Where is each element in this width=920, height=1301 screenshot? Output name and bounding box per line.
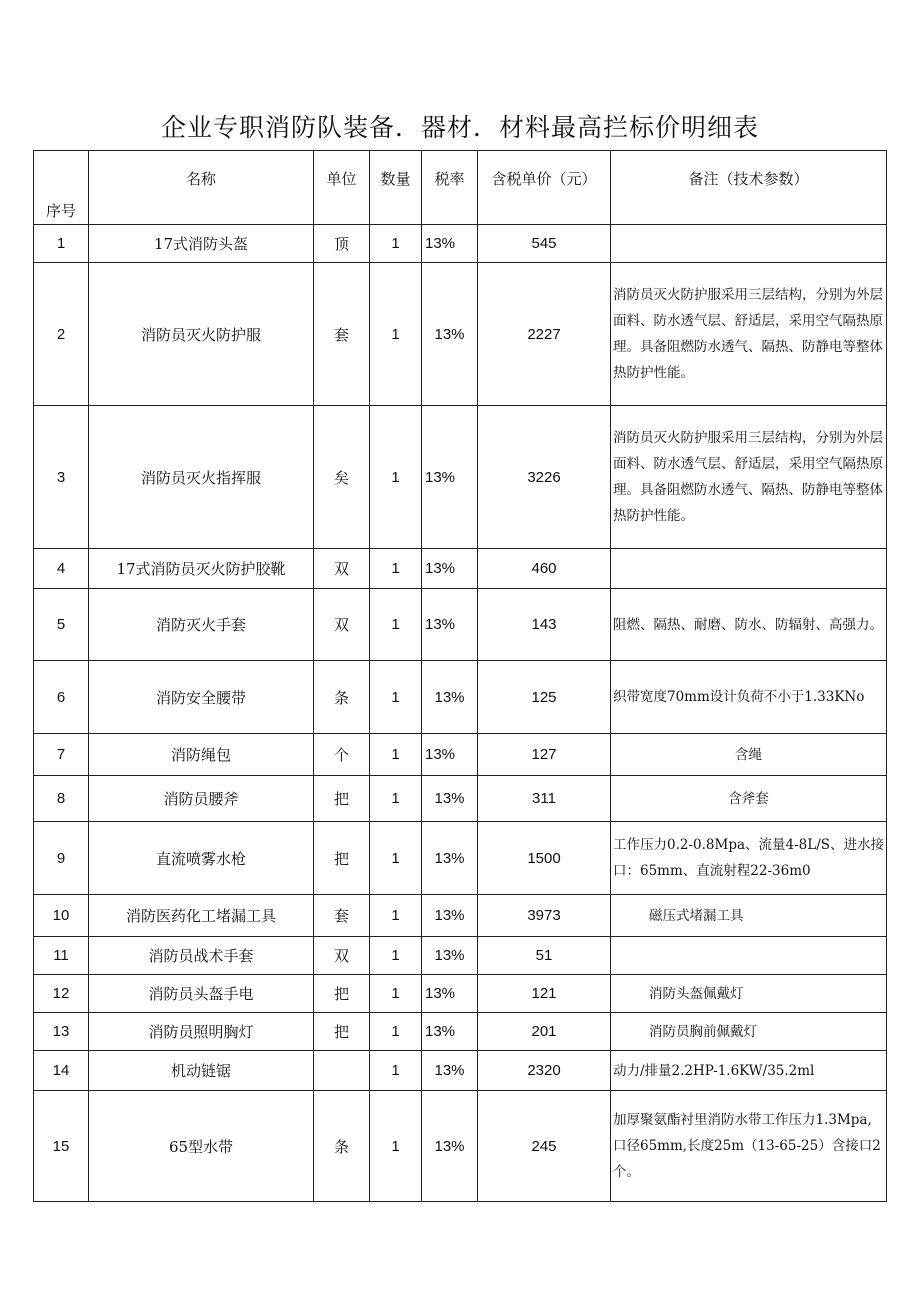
cell-name: 消防绳包 bbox=[89, 734, 314, 776]
cell-note: 消防头盔佩戴灯 bbox=[611, 975, 887, 1013]
cell-note: 工作压力0.2-0.8Mpa、流量4-8L/S、进水接口：65mm、直流射程22-36m0 bbox=[611, 822, 887, 895]
cell-tax: 13% bbox=[422, 549, 478, 589]
cell-tax: 13% bbox=[422, 895, 478, 937]
table-row bbox=[34, 975, 887, 1013]
cell-qty: 1 bbox=[370, 1091, 422, 1202]
cell-note bbox=[611, 937, 887, 975]
table-row bbox=[34, 822, 887, 895]
table-row bbox=[34, 1013, 887, 1051]
cell-name: 消防员灭火指挥服 bbox=[89, 406, 314, 549]
cell-tax: 13% bbox=[422, 225, 478, 263]
cell-tax: 13% bbox=[422, 661, 478, 734]
cell-tax: 13% bbox=[422, 1091, 478, 1202]
cell-tax: 13% bbox=[422, 975, 478, 1013]
table-row bbox=[34, 225, 887, 263]
header-tax: 税率 bbox=[422, 151, 478, 225]
cell-qty: 1 bbox=[370, 225, 422, 263]
cell-price: 3973 bbox=[478, 895, 611, 937]
cell-name: 机动链锯 bbox=[89, 1051, 314, 1091]
cell-qty: 1 bbox=[370, 895, 422, 937]
cell-note: 动力/排量2.2HP-1.6KW/35.2ml bbox=[611, 1051, 887, 1091]
cell-tax: 13% bbox=[422, 1051, 478, 1091]
cell-unit: 套 bbox=[314, 263, 370, 406]
header-qty: 数量 bbox=[370, 151, 422, 225]
cell-qty: 1 bbox=[370, 661, 422, 734]
table-row bbox=[34, 549, 887, 589]
table-row bbox=[34, 1091, 887, 1202]
cell-qty: 1 bbox=[370, 937, 422, 975]
cell-qty: 1 bbox=[370, 822, 422, 895]
cell-tax: 13% bbox=[422, 1013, 478, 1051]
header-seq: 序号 bbox=[34, 151, 89, 225]
cell-seq: 15 bbox=[34, 1091, 89, 1202]
cell-name: 17式消防头盔 bbox=[89, 225, 314, 263]
cell-tax: 13% bbox=[422, 734, 478, 776]
table-row bbox=[34, 661, 887, 734]
cell-tax: 13% bbox=[422, 263, 478, 406]
table-row bbox=[34, 1051, 887, 1091]
cell-note bbox=[611, 225, 887, 263]
cell-tax: 13% bbox=[422, 776, 478, 822]
cell-unit: 把 bbox=[314, 822, 370, 895]
cell-price: 201 bbox=[478, 1013, 611, 1051]
price-detail-table bbox=[33, 150, 887, 1202]
header-note: 备注（技术参数） bbox=[611, 151, 887, 225]
table-header-row bbox=[34, 151, 887, 225]
cell-qty: 1 bbox=[370, 1013, 422, 1051]
cell-name: 消防医药化工堵漏工具 bbox=[89, 895, 314, 937]
cell-tax: 13% bbox=[422, 937, 478, 975]
cell-seq: 5 bbox=[34, 589, 89, 661]
cell-name: 直流喷雾水枪 bbox=[89, 822, 314, 895]
cell-name: 消防员头盔手电 bbox=[89, 975, 314, 1013]
table-row bbox=[34, 776, 887, 822]
cell-note: 消防员灭火防护服采用三层结构，分别为外层面料、防水透气层、舒适层，采用空气隔热原理。具备阻燃防水透气、隔热、防静电等整体热防护性能。 bbox=[611, 406, 887, 549]
cell-seq: 10 bbox=[34, 895, 89, 937]
cell-seq: 13 bbox=[34, 1013, 89, 1051]
cell-note: 含斧套 bbox=[611, 776, 887, 822]
cell-qty: 1 bbox=[370, 776, 422, 822]
cell-price: 51 bbox=[478, 937, 611, 975]
cell-tax: 13% bbox=[422, 589, 478, 661]
cell-name: 消防员战术手套 bbox=[89, 937, 314, 975]
cell-unit: 矣 bbox=[314, 406, 370, 549]
cell-price: 545 bbox=[478, 225, 611, 263]
cell-qty: 1 bbox=[370, 975, 422, 1013]
cell-unit: 双 bbox=[314, 937, 370, 975]
header-price: 含税单价（元） bbox=[478, 151, 611, 225]
cell-unit: 把 bbox=[314, 975, 370, 1013]
cell-name: 17式消防员灭火防护胶靴 bbox=[89, 549, 314, 589]
cell-qty: 1 bbox=[370, 263, 422, 406]
cell-unit: 条 bbox=[314, 1091, 370, 1202]
cell-unit: 把 bbox=[314, 1013, 370, 1051]
cell-qty: 1 bbox=[370, 549, 422, 589]
cell-note: 含绳 bbox=[611, 734, 887, 776]
cell-unit: 把 bbox=[314, 776, 370, 822]
cell-seq: 7 bbox=[34, 734, 89, 776]
cell-price: 127 bbox=[478, 734, 611, 776]
cell-unit: 条 bbox=[314, 661, 370, 734]
cell-price: 3226 bbox=[478, 406, 611, 549]
cell-qty: 1 bbox=[370, 1051, 422, 1091]
cell-unit: 套 bbox=[314, 895, 370, 937]
page-title: 企业专职消防队装备．器材．材料最高拦标价明细表 bbox=[160, 113, 759, 142]
header-name: 名称 bbox=[89, 151, 314, 225]
cell-unit: 双 bbox=[314, 589, 370, 661]
cell-note: 阻燃、隔热、耐磨、防水、防辐射、高强力。 bbox=[611, 589, 887, 661]
cell-qty: 1 bbox=[370, 734, 422, 776]
cell-seq: 9 bbox=[34, 822, 89, 895]
cell-unit: 顶 bbox=[314, 225, 370, 263]
cell-price: 460 bbox=[478, 549, 611, 589]
cell-name: 消防员腰斧 bbox=[89, 776, 314, 822]
table-row bbox=[34, 263, 887, 406]
cell-seq: 11 bbox=[34, 937, 89, 975]
cell-seq: 12 bbox=[34, 975, 89, 1013]
cell-name: 消防安全腰带 bbox=[89, 661, 314, 734]
cell-name: 消防员照明胸灯 bbox=[89, 1013, 314, 1051]
cell-seq: 14 bbox=[34, 1051, 89, 1091]
table-row bbox=[34, 589, 887, 661]
cell-name: 65型水带 bbox=[89, 1091, 314, 1202]
cell-price: 125 bbox=[478, 661, 611, 734]
header-unit: 单位 bbox=[314, 151, 370, 225]
cell-price: 2227 bbox=[478, 263, 611, 406]
cell-seq: 1 bbox=[34, 225, 89, 263]
table-row bbox=[34, 895, 887, 937]
cell-note: 加厚聚氨酯衬里消防水带工作压力1.3Mpa,口径65mm,长度25m（13-65-25）含接口2个。 bbox=[611, 1091, 887, 1202]
cell-note: 磁压式堵漏工具 bbox=[611, 895, 887, 937]
cell-name: 消防员灭火防护服 bbox=[89, 263, 314, 406]
cell-price: 1500 bbox=[478, 822, 611, 895]
cell-note: 织带宽度70mm设计负荷不小于1.33KNo bbox=[611, 661, 887, 734]
cell-unit: 个 bbox=[314, 734, 370, 776]
cell-note: 消防员胸前佩戴灯 bbox=[611, 1013, 887, 1051]
cell-price: 143 bbox=[478, 589, 611, 661]
cell-seq: 3 bbox=[34, 406, 89, 549]
cell-unit: 双 bbox=[314, 549, 370, 589]
cell-price: 245 bbox=[478, 1091, 611, 1202]
cell-price: 121 bbox=[478, 975, 611, 1013]
table-row bbox=[34, 406, 887, 549]
cell-unit bbox=[314, 1051, 370, 1091]
cell-price: 2320 bbox=[478, 1051, 611, 1091]
cell-seq: 6 bbox=[34, 661, 89, 734]
cell-tax: 13% bbox=[422, 406, 478, 549]
table-row bbox=[34, 937, 887, 975]
cell-note bbox=[611, 549, 887, 589]
table-row bbox=[34, 734, 887, 776]
cell-seq: 4 bbox=[34, 549, 89, 589]
cell-note: 消防员灭火防护服采用三层结构，分别为外层面料、防水透气层、舒适层，采用空气隔热原理。具备阻燃防水透气、隔热、防静电等整体热防护性能。 bbox=[611, 263, 887, 406]
cell-seq: 2 bbox=[34, 263, 89, 406]
cell-seq: 8 bbox=[34, 776, 89, 822]
cell-qty: 1 bbox=[370, 406, 422, 549]
cell-price: 311 bbox=[478, 776, 611, 822]
cell-qty: 1 bbox=[370, 589, 422, 661]
cell-tax: 13% bbox=[422, 822, 478, 895]
cell-name: 消防灭火手套 bbox=[89, 589, 314, 661]
